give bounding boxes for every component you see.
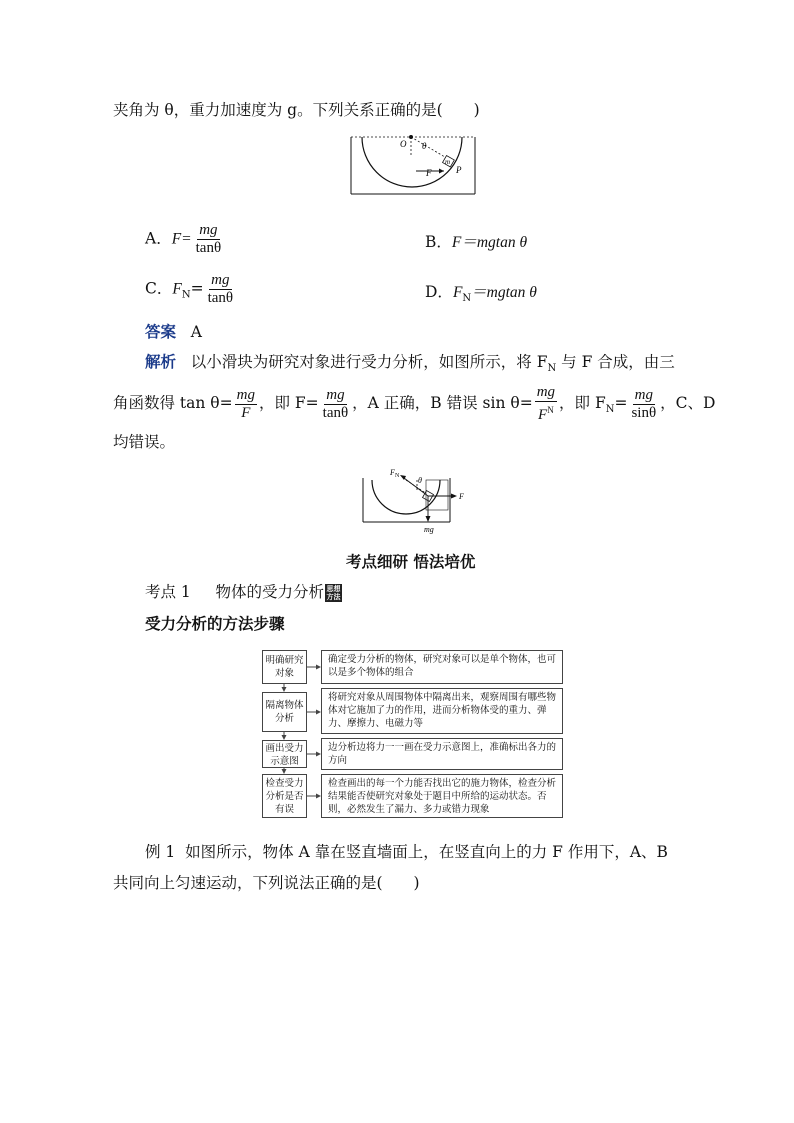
option-c-letter: C．: [145, 279, 173, 298]
method-badge: 思想 方法: [326, 584, 341, 601]
label-P: P: [456, 165, 462, 175]
kaodian-label: 考点 1: [145, 583, 191, 601]
option-b[interactable]: [425, 230, 527, 252]
label-f: F: [459, 492, 464, 501]
example-line-1: 例 1 如图所示，物体 A 靠在竖直墙面上，在竖直向上的力 F 作用下，A、B: [145, 843, 668, 861]
label-m: m: [445, 158, 451, 166]
section-title: 考点细研 悟法培优: [346, 552, 476, 571]
option-d[interactable]: D．$F_N=mgtan$ θ: [425, 283, 537, 305]
option-b-letter: B．: [425, 233, 452, 251]
option-a-lhs: F=: [171, 230, 192, 248]
label-F: F: [426, 168, 432, 178]
label-fn: F: [390, 468, 395, 477]
flow-desc-4: 检查画出的每一个力能否找出它的施力物体，检查分析结果能否使研究对象处于题目中所给的运动状态。否则，必然发生了漏力、多力或错力现象: [321, 774, 563, 818]
flow-step-4: 检查受力分析是否有误: [262, 774, 307, 818]
analysis-line-1: 解析 以小滑块为研究对象进行受力分析，如图所示，将 $F_N$ 与 F 合成，由三: [145, 352, 675, 375]
label-O: O: [400, 139, 407, 149]
question-stem: 夹角为 θ，重力加速度为 g。下列关系正确的是( ): [113, 101, 480, 119]
flow-arrows: [262, 650, 332, 820]
flow-step-3: 画出受力示意图: [262, 740, 307, 768]
label-theta: θ: [422, 141, 427, 151]
answer-label: 答案: [145, 322, 177, 341]
flow-step-1: 明确研究对象: [262, 650, 307, 684]
answer-line: [145, 320, 202, 342]
option-a-fraction: $\frac{mg}{\tan\theta}$: [195, 222, 222, 256]
analysis-line-3: 均错误。: [113, 433, 176, 451]
kaodian-line: [145, 580, 342, 602]
force-figure: [360, 466, 470, 536]
label-theta-2: θ: [418, 476, 422, 485]
option-d-letter: D．: [425, 283, 453, 301]
example-label: 例 1: [145, 843, 176, 861]
bowl-figure: [350, 130, 476, 196]
example-line-2: 共同向上匀速运动，下列说法正确的是( ): [113, 874, 420, 892]
option-c[interactable]: C．$F_N=$ $\frac{mg}{\tan\theta}$: [145, 272, 234, 306]
flow-step-2: 隔离物体分析: [262, 692, 307, 732]
analysis-line-2: 角函数得 tan θ= $\frac{mg}{F}$ ，即 F= $\frac{mg}{\tan\theta}$ ，A 正确，B 错误 sin θ= $\frac{mg}{F^N}$ ，即 $F_N=$ $\frac{mg}{\sin\theta}$ ，C、D: [113, 384, 716, 423]
label-mg: mg: [424, 525, 434, 534]
flow-desc-1: 确定受力分析的物体，研究对象可以是单个物体，也可以是多个物体的组合: [321, 650, 563, 684]
svg-text:N: N: [395, 473, 400, 479]
method-title: 受力分析的方法步骤: [145, 614, 285, 633]
flow-desc-3: 边分析边将力一一画在受力示意图上，准确标出各力的方向: [321, 738, 563, 770]
option-a[interactable]: [145, 222, 225, 257]
option-a-letter: A．: [145, 229, 172, 248]
kaodian-title: 物体的受力分析: [215, 583, 324, 601]
answer-value: A: [190, 323, 202, 341]
flow-desc-2: 将研究对象从周围物体中隔离出来，观察周围有哪些物体对它施加了力的作用，进而分析物体受的重力、弹力、摩擦力、电磁力等: [321, 688, 563, 734]
analysis-label: 解析: [145, 352, 177, 371]
option-c-fraction: $\frac{mg}{\tan\theta}$: [207, 272, 234, 306]
option-b-text: F＝mgtan θ: [451, 234, 528, 251]
